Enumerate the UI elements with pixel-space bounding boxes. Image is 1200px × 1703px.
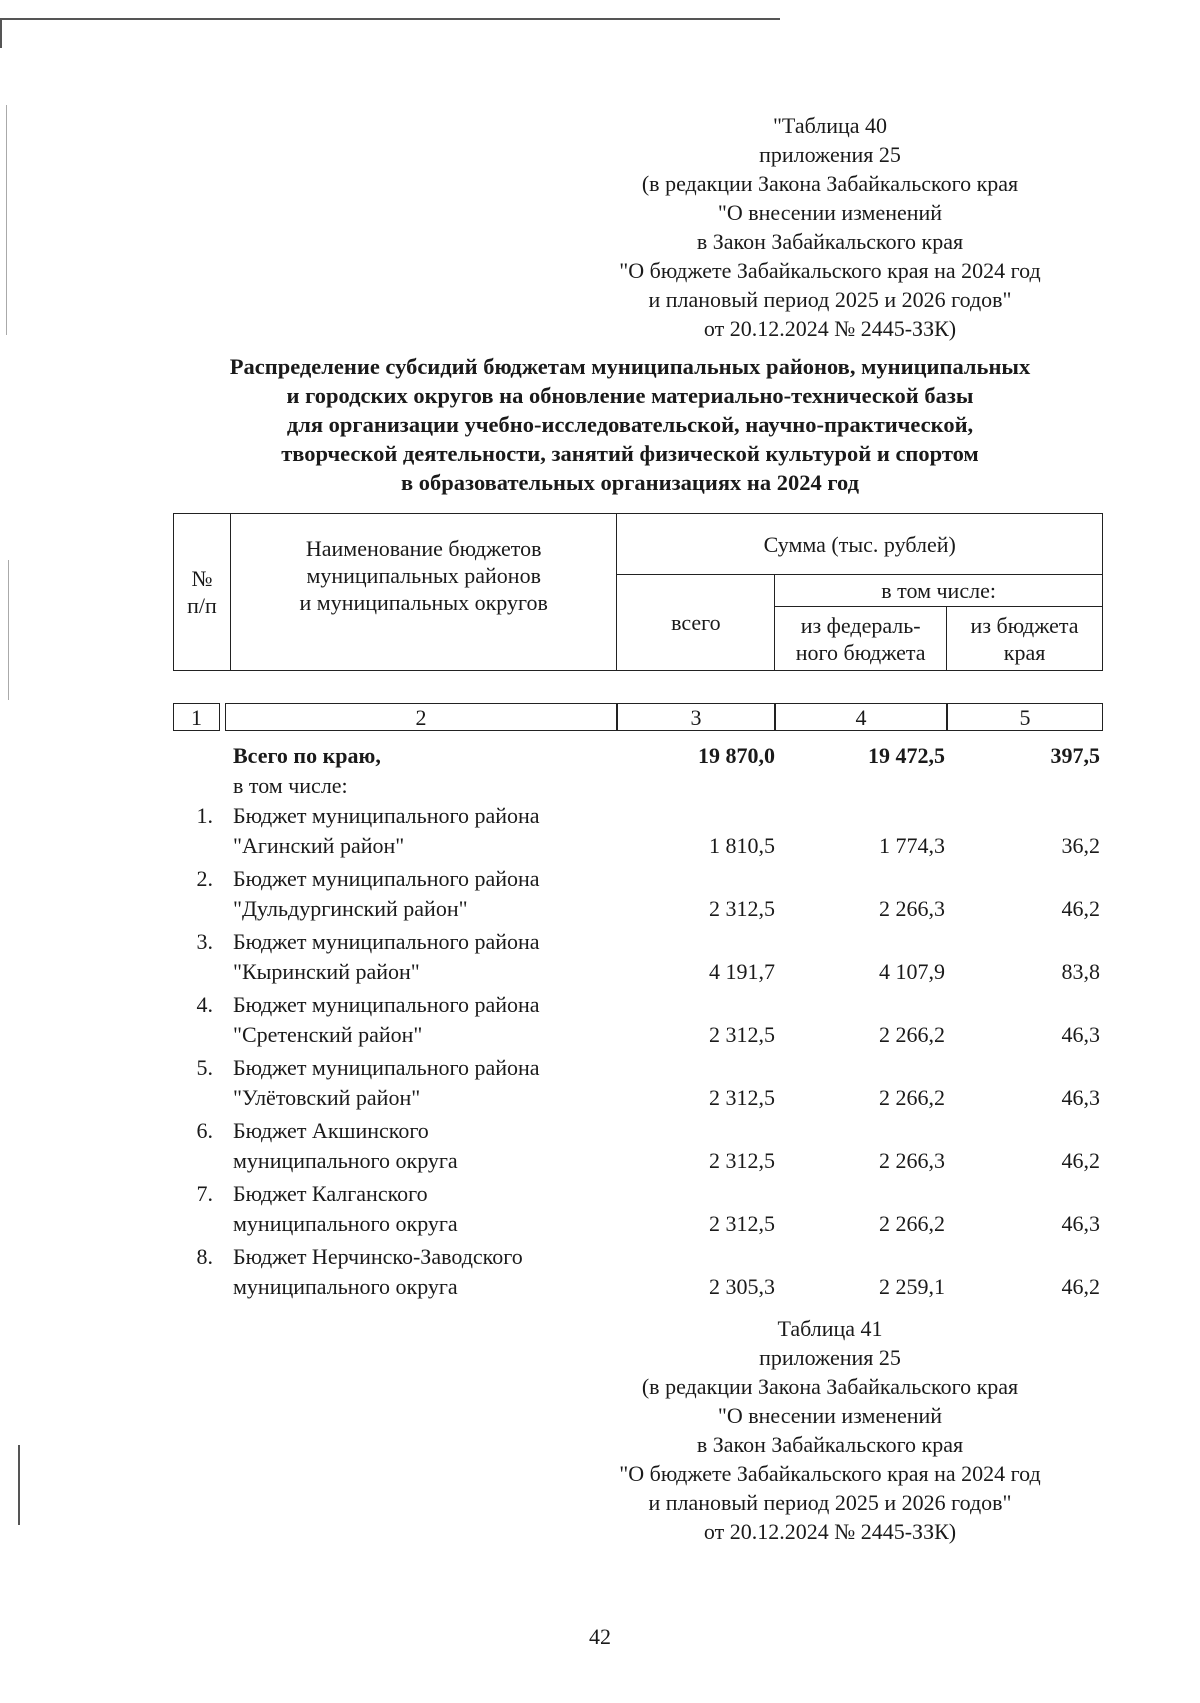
row-total: 2 312,5: [709, 1085, 775, 1110]
header-line: в Закон Забайкальского края: [696, 1432, 964, 1457]
row-name-line2: муниципального округа: [233, 1148, 458, 1173]
row-federal: 1 774,3: [879, 833, 945, 858]
header-line: "О бюджете Забайкальского края на 2024 год: [619, 1461, 1041, 1486]
row-total: 4 191,7: [709, 959, 775, 984]
row-name-line1: Бюджет муниципального района: [233, 803, 540, 828]
scan-edge-left-4: [18, 1445, 20, 1525]
row-name-line2: "Сретенский район": [233, 1022, 423, 1047]
row-name-line1: Бюджет муниципального района: [233, 1055, 540, 1080]
header-line: и плановый период 2025 и 2026 годов": [648, 1490, 1012, 1515]
row-total: 1 810,5: [709, 833, 775, 858]
row-number: 7.: [196, 1181, 213, 1206]
row-number: 2.: [196, 866, 213, 891]
row-name-line1: Бюджет муниципального района: [233, 866, 540, 891]
col-header-federal: из федераль- ного бюджета: [775, 607, 947, 671]
row-name-line1: Бюджет Калганского: [233, 1181, 428, 1206]
row-name-line2: "Улётовский район": [233, 1085, 421, 1110]
row-name-line2: муниципального округа: [233, 1211, 458, 1236]
header-line: (в редакции Закона Забайкальского края: [641, 171, 1019, 196]
row-number: 3.: [196, 929, 213, 954]
row-regional: 36,2: [1061, 833, 1100, 858]
header-line: в Закон Забайкальского края: [696, 229, 964, 254]
total-regional: 397,5: [1050, 743, 1100, 768]
col-number-5: 5: [947, 703, 1103, 731]
row-federal: 2 266,2: [879, 1022, 945, 1047]
title-line: Распределение субсидий бюджетам муниципальных районов, муниципальных: [229, 354, 1031, 379]
header-line: и плановый период 2025 и 2026 годов": [648, 287, 1012, 312]
total-federal: 19 472,5: [868, 743, 945, 768]
row-regional: 46,2: [1061, 1274, 1100, 1299]
col-number-3: 3: [617, 703, 775, 731]
row-name-line1: Бюджет Нерчинско-Заводского: [233, 1244, 523, 1269]
row-regional: 46,3: [1061, 1211, 1100, 1236]
row-federal: 2 266,2: [879, 1211, 945, 1236]
row-regional: 83,8: [1061, 959, 1100, 984]
row-federal: 2 266,3: [879, 1148, 945, 1173]
header-line: "О внесении изменений: [717, 1403, 943, 1428]
row-name-line1: Бюджет муниципального района: [233, 929, 540, 954]
col-number-1: 1: [173, 703, 220, 731]
row-regional: 46,3: [1061, 1022, 1100, 1047]
header-line: от 20.12.2024 № 2445-ЗЗК): [703, 1519, 957, 1544]
row-federal: 2 266,2: [879, 1085, 945, 1110]
header-line: "О бюджете Забайкальского края на 2024 год: [619, 258, 1041, 283]
header-line: от 20.12.2024 № 2445-ЗЗК): [703, 316, 957, 341]
row-name-line2: "Кыринский район": [233, 959, 420, 984]
table-40-header: [560, 111, 1100, 343]
row-name-line2: "Агинский район": [233, 833, 405, 858]
title-line: для организации учебно-исследовательской, научно-практической,: [286, 412, 974, 437]
total-label: Всего по краю,: [233, 743, 381, 768]
col-number-4: 4: [775, 703, 947, 731]
col-header-sum: Сумма (тыс. рублей): [617, 514, 1103, 575]
row-number: 5.: [196, 1055, 213, 1080]
col-header-regional: из бюджета края: [947, 607, 1103, 671]
row-regional: 46,2: [1061, 1148, 1100, 1173]
header-line: Таблица 41: [777, 1316, 883, 1341]
header-line: приложения 25: [759, 1345, 901, 1370]
row-total: 2 312,5: [709, 1022, 775, 1047]
title-line: в образовательных организациях на 2024 год: [401, 470, 859, 495]
row-total: 2 312,5: [709, 1211, 775, 1236]
header-line: "О внесении изменений: [717, 200, 943, 225]
row-name-line2: "Дульдургинский район": [233, 896, 468, 921]
table-header: [173, 513, 1103, 671]
title-line: и городских округов на обновление материально-технической базы: [286, 383, 974, 408]
col-header-including: в том числе:: [775, 575, 1103, 607]
row-regional: 46,3: [1061, 1085, 1100, 1110]
scan-edge-top: [0, 18, 780, 20]
col-number-2: 2: [225, 703, 617, 731]
col-header-total: всего: [617, 575, 775, 671]
page-number: 42: [589, 1624, 611, 1649]
scan-edge-left-3: [8, 560, 9, 700]
row-total: 2 312,5: [709, 896, 775, 921]
scan-edge-left: [0, 18, 2, 48]
total-sum: 19 870,0: [698, 743, 775, 768]
row-regional: 46,2: [1061, 896, 1100, 921]
row-federal: 2 259,1: [879, 1274, 945, 1299]
total-sub-label: в том числе:: [233, 773, 348, 798]
row-number: 6.: [196, 1118, 213, 1143]
header-line: (в редакции Закона Забайкальского края: [641, 1374, 1019, 1399]
column-number-row: [173, 703, 1103, 733]
title-line: творческой деятельности, занятий физической культурой и спортом: [281, 441, 979, 466]
header-line: "Таблица 40: [772, 113, 888, 138]
col-header-name: Наименование бюджетов муниципальных районов и муниципальных округов: [230, 514, 617, 671]
row-name-line1: Бюджет муниципального района: [233, 992, 540, 1017]
row-number: 1.: [196, 803, 213, 828]
table-41-header: [560, 1314, 1100, 1546]
row-total: 2 305,3: [709, 1274, 775, 1299]
row-name-line2: муниципального округа: [233, 1274, 458, 1299]
scan-edge-left-2: [6, 105, 7, 335]
row-federal: 4 107,9: [879, 959, 945, 984]
row-total: 2 312,5: [709, 1148, 775, 1173]
row-federal: 2 266,3: [879, 896, 945, 921]
row-number: 4.: [196, 992, 213, 1017]
row-name-line1: Бюджет Акшинского: [233, 1118, 429, 1143]
document-title: [150, 352, 1110, 497]
col-header-number: № п/п: [174, 514, 231, 671]
header-line: приложения 25: [759, 142, 901, 167]
row-number: 8.: [196, 1244, 213, 1269]
